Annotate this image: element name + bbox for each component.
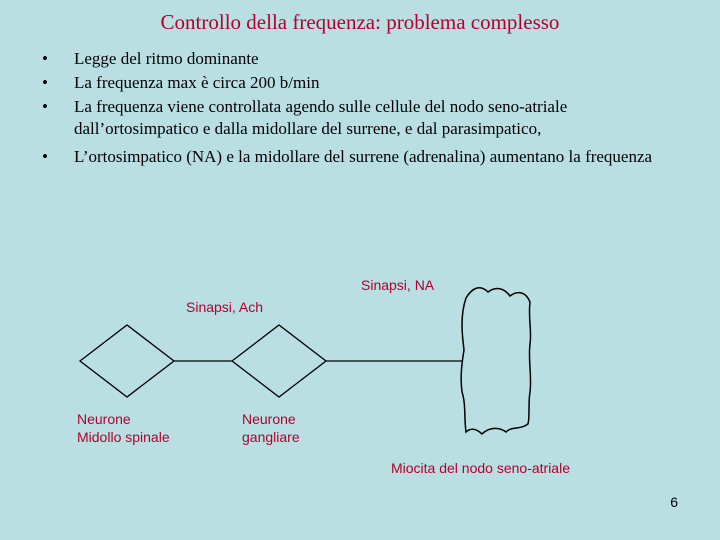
label-neurone-gangliare: [242, 410, 300, 446]
neurone-midollo-diamond: [80, 325, 174, 397]
label-neurone-gangliare-line1: Neurone: [242, 411, 296, 427]
bullet-text: La frequenza max è circa 200 b/min: [74, 73, 320, 92]
label-miocita: Miocita del nodo seno-atriale: [391, 460, 570, 476]
bullet-text: Legge del ritmo dominante: [74, 49, 259, 68]
page-number: 6: [670, 494, 678, 510]
label-neurone-midollo-line2: Midollo spinale: [77, 429, 170, 445]
bullet-dot: •: [42, 73, 48, 92]
bullet-dot: •: [42, 97, 48, 116]
bullet-dot: •: [42, 147, 48, 166]
bullet-text: L’ortosimpatico (NA) e la midollare del surrene (adrenalina) aumentano la frequenza: [74, 147, 653, 166]
bullet-text: La frequenza viene controllata agendo sulle cellule del nodo seno-atriale dall’ortosimpatico e dalla midollare del surrene, e dal parasimpatico,: [74, 97, 568, 138]
label-neurone-midollo: [77, 410, 170, 446]
neurone-gangliare-diamond: [232, 325, 326, 397]
bullet-dot: •: [42, 49, 48, 68]
label-sinapsi-na: Sinapsi, NA: [361, 277, 435, 293]
label-sinapsi-ach: Sinapsi, Ach: [186, 299, 264, 315]
label-neurone-gangliare-line2: gangliare: [242, 429, 300, 445]
slide-title: Controllo della frequenza: problema complesso: [160, 10, 560, 34]
label-neurone-midollo-line1: Neurone: [77, 411, 131, 427]
miocita-cell-outline: [461, 288, 530, 434]
